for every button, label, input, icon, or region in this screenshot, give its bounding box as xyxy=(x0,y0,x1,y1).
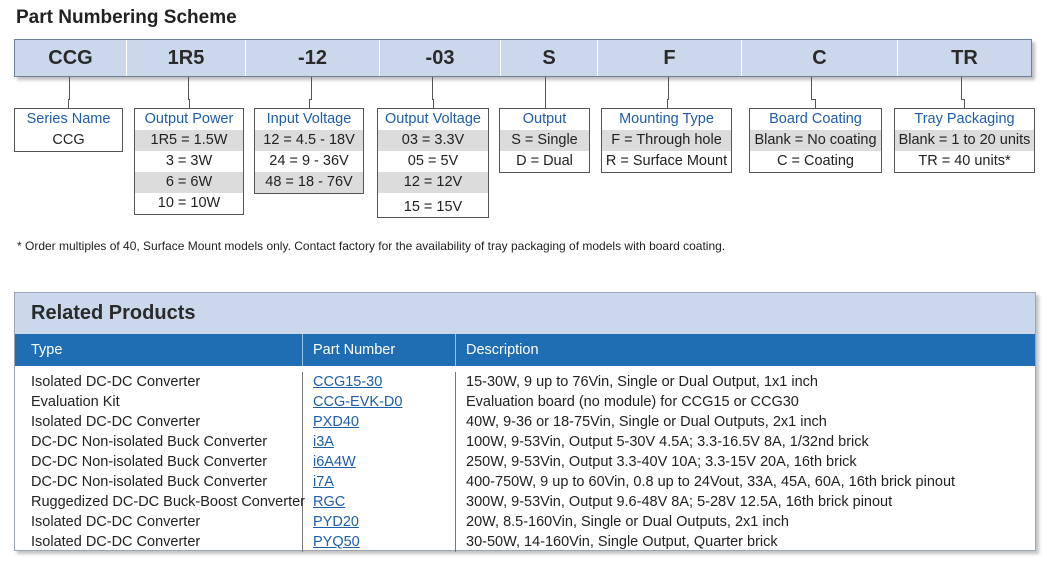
part-number-link[interactable]: PYQ50 xyxy=(313,534,360,550)
connector-drop xyxy=(545,99,546,108)
part-number-link[interactable]: CCG-EVK-D0 xyxy=(313,394,403,410)
option-row: 03 = 3.3V xyxy=(378,130,488,151)
table-row xyxy=(15,392,1035,412)
product-type: DC-DC Non-isolated Buck Converter xyxy=(31,454,268,470)
product-description: 100W, 9-53Vin, Output 5-30V 4.5A; 3.3-16.5V 8A, 1/32nd brick xyxy=(466,434,869,450)
table-row xyxy=(15,452,1035,472)
footnote: * Order multiples of 40, Surface Mount models only. Contact factory for the availability of tray packaging of models with board coating. xyxy=(17,239,726,253)
option-box-header: Input Voltage xyxy=(266,111,352,127)
related-products-title: Related Products xyxy=(15,293,1035,334)
product-type: Ruggedized DC-DC Buck-Boost Converter xyxy=(31,494,305,510)
related-products-panel xyxy=(14,292,1036,551)
option-box-2 xyxy=(254,108,364,194)
option-box-header: Output Power xyxy=(144,111,234,127)
connector-drop xyxy=(309,99,310,108)
part-number-link[interactable]: PXD40 xyxy=(313,414,359,430)
product-type: DC-DC Non-isolated Buck Converter xyxy=(31,474,268,490)
part-number-bar xyxy=(14,39,1032,77)
connector-stem xyxy=(811,77,812,99)
part-number-link[interactable]: i7A xyxy=(313,474,334,490)
option-row: 12 = 12V xyxy=(378,172,488,193)
option-row: 3 = 3W xyxy=(165,153,213,169)
product-type: DC-DC Non-isolated Buck Converter xyxy=(31,434,268,450)
product-description: 15-30W, 9 up to 76Vin, Single or Dual Output, 1x1 inch xyxy=(466,374,818,390)
option-row: 1R5 = 1.5W xyxy=(135,130,243,151)
product-description: Evaluation board (no module) for CCG15 or CCG30 xyxy=(466,394,799,410)
option-box-header: Output Voltage xyxy=(385,111,481,127)
connector-stem xyxy=(545,77,546,99)
scheme-segment-5: F xyxy=(597,40,741,76)
connector-stem xyxy=(432,77,433,99)
scheme-segment-7: TR xyxy=(897,40,1031,76)
related-table-body xyxy=(15,366,1035,552)
table-row xyxy=(15,472,1035,492)
option-row: Blank = 1 to 20 units xyxy=(895,130,1034,151)
scheme-segment-0: CCG xyxy=(48,47,93,69)
table-row xyxy=(15,372,1035,392)
option-box-3 xyxy=(377,108,489,218)
table-row xyxy=(15,492,1035,512)
connector-stem xyxy=(311,77,312,99)
product-description: 300W, 9-53Vin, Output 9.6-48V 8A; 5-28V 12.5A, 16th brick pinout xyxy=(466,494,893,510)
product-type: Evaluation Kit xyxy=(31,394,120,410)
option-row: Blank = No coating xyxy=(750,130,881,151)
connector-stem xyxy=(668,77,669,99)
product-description: 40W, 9-36 or 18-75Vin, Single or Dual Outputs, 2x1 inch xyxy=(466,414,827,430)
option-box-7 xyxy=(894,108,1035,173)
column-header-type: Type xyxy=(31,342,63,358)
connector-drop xyxy=(433,99,434,108)
connector-drop xyxy=(68,99,69,108)
product-description: 400-750W, 9 up to 60Vin, 0.8 up to 24Vout, 33A, 45A, 60A, 16th brick pinout xyxy=(466,474,956,490)
option-row: 10 = 10W xyxy=(157,195,221,211)
part-number-link[interactable]: RGC xyxy=(313,494,346,510)
table-row xyxy=(15,532,1035,552)
option-box-header: Board Coating xyxy=(769,111,862,127)
scheme-segment-3: -03 xyxy=(379,40,500,76)
option-box-6 xyxy=(749,108,882,173)
table-row xyxy=(15,412,1035,432)
part-number-link[interactable]: CCG15-30 xyxy=(313,374,383,390)
connector-stem xyxy=(188,77,189,99)
connector-drop xyxy=(189,99,190,108)
product-description: 30-50W, 14-160Vin, Single Output, Quarter brick xyxy=(466,534,778,550)
scheme-segment-6: C xyxy=(741,40,897,76)
option-row: 48 = 18 - 76V xyxy=(255,172,363,193)
option-row: 6 = 6W xyxy=(135,172,243,193)
option-row: C = Coating xyxy=(777,153,854,169)
table-row xyxy=(15,512,1035,532)
column-header-description: Description xyxy=(466,342,539,358)
option-row: D = Dual xyxy=(516,153,573,169)
connector-drop xyxy=(815,99,816,108)
connector-drop xyxy=(667,99,668,108)
option-row: 15 = 15V xyxy=(403,199,463,215)
option-box-header: Tray Packaging xyxy=(914,111,1015,127)
product-type: Isolated DC-DC Converter xyxy=(31,414,201,430)
product-description: 20W, 8.5-160Vin, Single or Dual Outputs, 2x1 inch xyxy=(466,514,789,530)
product-type: Isolated DC-DC Converter xyxy=(31,514,201,530)
option-row: TR = 40 units* xyxy=(918,153,1011,169)
part-number-link[interactable]: i6A4W xyxy=(313,454,356,470)
table-row xyxy=(15,432,1035,452)
option-row: 05 = 5V xyxy=(407,153,459,169)
option-box-header: Series Name xyxy=(26,111,111,127)
option-row: F = Through hole xyxy=(602,130,731,151)
product-type: Isolated DC-DC Converter xyxy=(31,374,201,390)
option-box-1 xyxy=(134,108,244,215)
product-type: Isolated DC-DC Converter xyxy=(31,534,201,550)
option-box-4 xyxy=(499,108,590,173)
connector-stem xyxy=(69,77,70,99)
option-row: S = Single xyxy=(500,130,589,151)
option-row: 12 = 4.5 - 18V xyxy=(255,130,363,151)
option-row: 24 = 9 - 36V xyxy=(269,153,349,169)
option-box-header: Mounting Type xyxy=(619,111,714,127)
option-row: CCG xyxy=(52,132,85,148)
connector-stem xyxy=(961,77,962,99)
option-box-0 xyxy=(14,108,123,152)
connector-drop xyxy=(964,99,965,108)
part-number-link[interactable]: i3A xyxy=(313,434,334,450)
scheme-segment-1: 1R5 xyxy=(126,40,245,76)
option-box-5 xyxy=(601,108,732,173)
product-description: 250W, 9-53Vin, Output 3.3-40V 10A; 3.3-15V 20A, 16th brick xyxy=(466,454,857,470)
scheme-segment-4: S xyxy=(500,40,597,76)
column-header-part-number: Part Number xyxy=(313,342,396,358)
scheme-segment-2: -12 xyxy=(245,40,379,76)
part-number-link[interactable]: PYD20 xyxy=(313,514,359,530)
option-box-header: Output xyxy=(522,111,567,127)
page-title: Part Numbering Scheme xyxy=(16,7,237,28)
option-row: R = Surface Mount xyxy=(605,153,728,169)
related-table-header xyxy=(15,334,1035,366)
